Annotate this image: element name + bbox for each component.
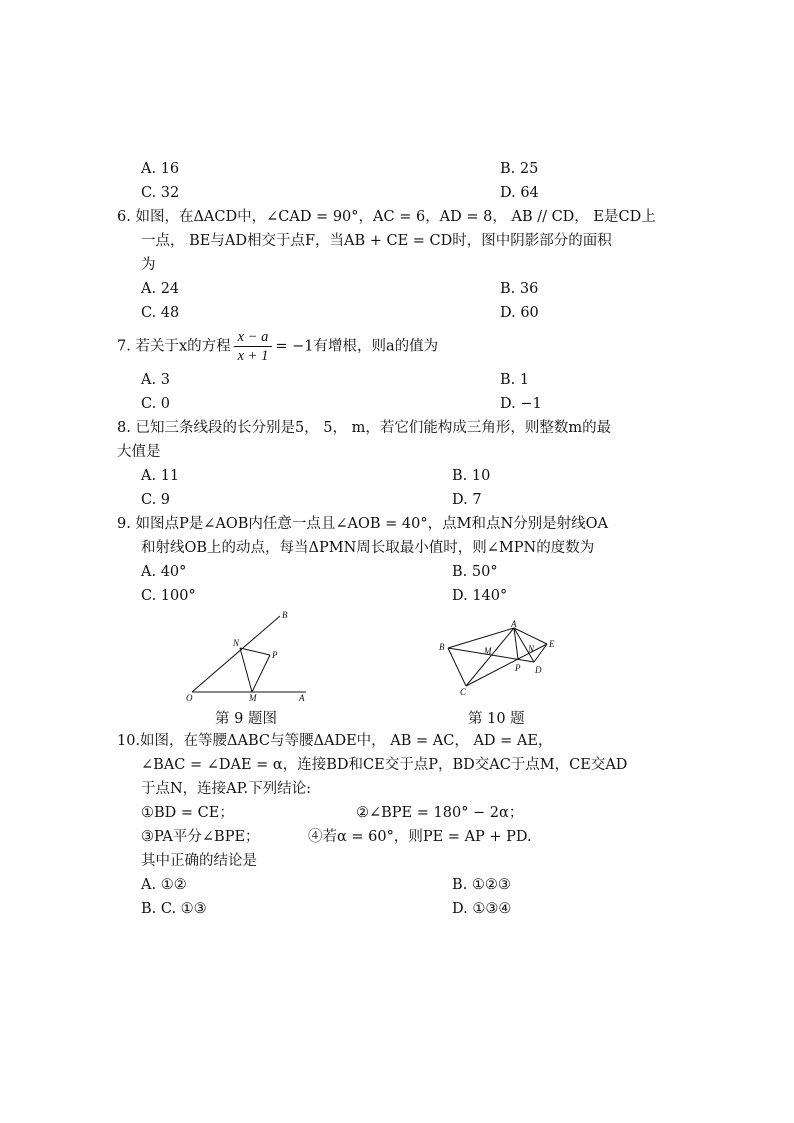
q10-stem-line3: 于点N，连接AP.下列结论: — [141, 781, 311, 797]
q9-option-c: C. 100° — [141, 588, 196, 604]
segment-ap — [514, 628, 518, 659]
q5-option-b: B. 25 — [500, 161, 539, 177]
segment-bc — [448, 648, 466, 686]
q8-option-a: A. 11 — [141, 468, 180, 484]
q10-conclusion-3: ③PA平分∠BPE； — [141, 829, 260, 845]
segment-nm — [240, 648, 252, 692]
q9-stem-line2: 和射线OB上的动点，每当ΔPMN周长取最小值时，则∠MPN的度数为 — [141, 540, 595, 556]
figure-q9-angle — [180, 608, 320, 704]
q10-stem-line1: 10.如图，在等腰ΔABC与等腰ΔADE中， AB = AC， AD = AE， — [117, 733, 553, 749]
q7-option-a: A. 3 — [141, 372, 170, 388]
figure-q9-caption: 第 9 题图 — [215, 711, 277, 727]
q7-stem — [117, 328, 438, 365]
fig10-label-d: D — [535, 665, 542, 675]
q9-option-d: D. 140° — [452, 588, 508, 604]
q8-stem-line1: 8. 已知三条线段的长分别是5， 5， m，若它们能构成三角形，则整数m的最 — [117, 420, 612, 436]
q7-stem-prefix: 7. 若关于x的方程 — [117, 338, 231, 355]
q9-option-a: A. 40° — [141, 564, 187, 580]
q6-option-d: D. 60 — [500, 305, 539, 321]
fig10-label-a: A — [511, 619, 517, 629]
q7-stem-suffix: = −1有增根，则a的值为 — [275, 338, 439, 355]
q8-option-d: D. 7 — [452, 492, 482, 508]
q8-option-b: B. 10 — [452, 468, 491, 484]
segment-ed — [534, 644, 547, 662]
q6-stem-line3: 为 — [141, 257, 156, 273]
q10-option-a: A. ①② — [141, 877, 187, 893]
q5-option-a: A. 16 — [141, 161, 180, 177]
q5-option-d: D. 64 — [500, 185, 539, 201]
q7-option-d: D. −1 — [500, 396, 542, 412]
fig10-label-b: B — [439, 642, 445, 652]
q6-option-b: B. 36 — [500, 281, 539, 297]
q8-option-c: C. 9 — [141, 492, 171, 508]
figure-q10-caption: 第 10 题 — [468, 711, 525, 727]
q7-fraction — [234, 328, 273, 365]
q7-fraction-numerator: x − a — [234, 328, 273, 347]
q10-stem-line2: ∠BAC = ∠DAE = α，连接BD和CE交于点P，BD交AC于点M，CE交AD — [141, 757, 628, 773]
fig10-label-n: N — [528, 644, 535, 654]
fig9-label-b: B — [282, 610, 288, 620]
fig9-label-a: A — [299, 693, 305, 703]
fig9-label-n: N — [233, 638, 240, 648]
fig10-label-e: E — [549, 639, 555, 649]
figure-q10-triangles — [430, 618, 566, 696]
q9-option-b: B. 50° — [452, 564, 498, 580]
q10-option-c: B. C. ①③ — [141, 901, 207, 917]
q10-conclusion-2: ②∠BPE = 180° − 2α； — [356, 805, 524, 821]
q10-option-b: B. ①②③ — [452, 877, 511, 893]
q10-option-d: D. ①③④ — [452, 901, 512, 917]
fig10-label-c: C — [460, 687, 467, 696]
q6-stem-line1: 6. 如图，在ΔACD中，∠CAD = 90°，AC = 6，AD = 8， AB // CD， E是CD上 — [117, 209, 656, 225]
segment-pm — [252, 655, 270, 692]
q6-stem-line2: 一点， BE与AD相交于点F，当AB + CE = CD时，图中阴影部分的面积 — [141, 233, 612, 249]
q9-stem-line1: 9. 如图点P是∠AOB内任意一点且∠AOB = 40°，点M和点N分别是射线OA — [117, 516, 608, 532]
q8-stem-line2: 大值是 — [117, 444, 161, 460]
q10-stem-line6: 其中正确的结论是 — [141, 853, 257, 869]
segment-np — [240, 648, 270, 655]
q6-option-c: C. 48 — [141, 305, 180, 321]
q10-conclusion-1: ①BD = CE； — [141, 805, 234, 821]
fig9-label-m: M — [249, 693, 257, 703]
segment-ab — [448, 628, 514, 648]
fig10-label-p: P — [515, 663, 521, 673]
q5-option-c: C. 32 — [141, 185, 180, 201]
q7-option-b: B. 1 — [500, 372, 530, 388]
q6-option-a: A. 24 — [141, 281, 180, 297]
segment-ac — [466, 628, 514, 686]
q7-fraction-denominator: x + 1 — [237, 348, 269, 364]
q7-option-c: C. 0 — [141, 396, 171, 412]
q10-conclusion-4: ④若α = 60°，则PE = AP + PD. — [308, 829, 532, 845]
fig9-label-p: P — [272, 650, 278, 660]
fig10-label-m: M — [484, 646, 492, 656]
fig9-label-o: O — [186, 693, 193, 703]
